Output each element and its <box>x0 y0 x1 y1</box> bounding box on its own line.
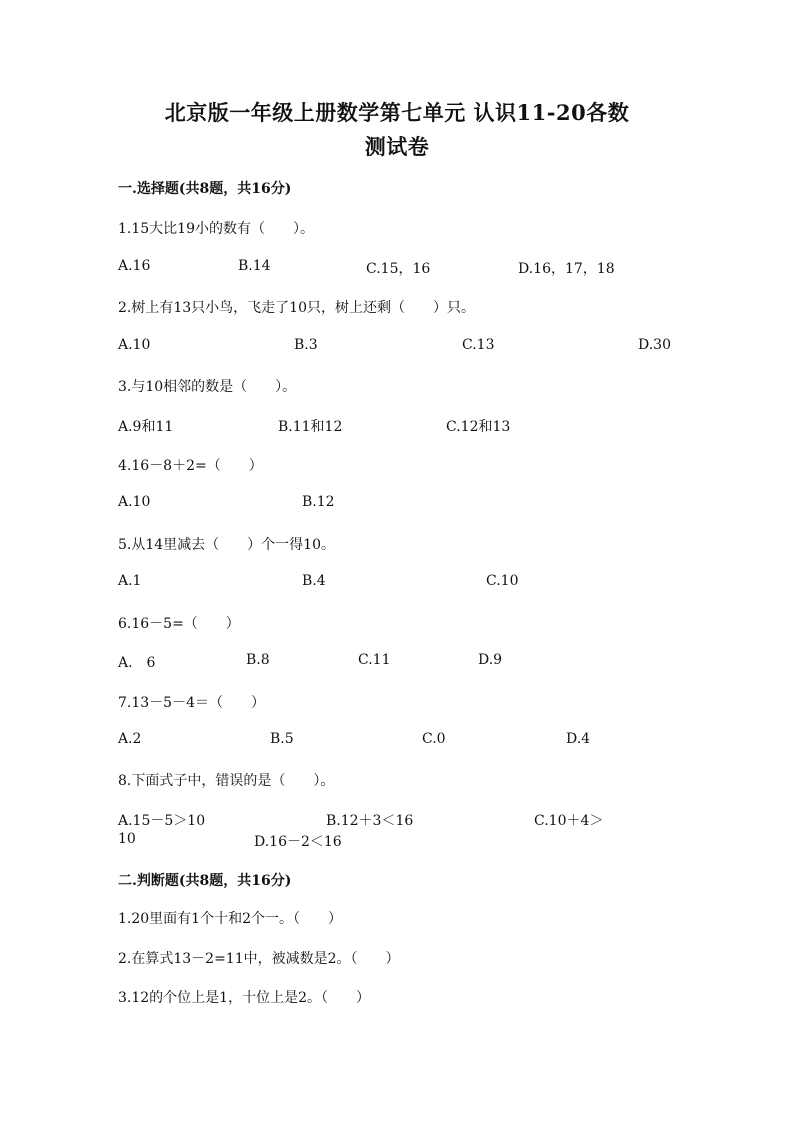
judgment-item: 1.20里面有1个十和2个一。（ ） <box>118 911 342 927</box>
question-stem: 1.15大比19小的数有（ ）。 <box>118 221 314 237</box>
option-a: A.15－5＞10 <box>118 813 206 829</box>
option-c: C.10 <box>486 573 519 589</box>
option-d: D.16，17，18 <box>518 261 615 277</box>
section-heading-judgment: 二.判断题(共8题，共16分) <box>118 873 292 889</box>
option-a: A.1 <box>118 573 142 589</box>
question-stem: 5.从14里减去（ ）个一得10。 <box>118 537 335 553</box>
question-stem: 8.下面式子中，错误的是（ ）。 <box>118 773 335 789</box>
section-heading-choice: 一.选择题(共8题，共16分) <box>118 181 292 197</box>
option-c: C.11 <box>358 652 391 668</box>
question-stem: 3.与10相邻的数是（ ）。 <box>118 379 297 395</box>
option-c: C.12和13 <box>446 419 511 435</box>
option-c-continued: 10 <box>118 831 136 847</box>
option-a: A. 6 <box>118 655 156 671</box>
option-b: B.3 <box>294 337 318 353</box>
option-d: D.4 <box>566 731 591 747</box>
option-b: B.12 <box>302 494 335 510</box>
option-a: A.10 <box>118 494 151 510</box>
option-a: A.9和11 <box>118 419 174 435</box>
option-b: B.5 <box>270 731 294 747</box>
question-stem: 4.16－8＋2=（ ） <box>118 458 263 474</box>
option-d: D.16－2＜16 <box>254 834 342 850</box>
option-c: C.13 <box>462 337 495 353</box>
option-a: A.2 <box>118 731 142 747</box>
option-b: B.14 <box>238 258 271 274</box>
document-title-line2: 测试卷 <box>364 134 430 159</box>
document-title: 北京版一年级上册数学第七单元 认识11-20各数 <box>164 100 630 125</box>
option-c: C.15，16 <box>366 261 431 277</box>
option-b: B.8 <box>246 652 270 668</box>
option-d: D.30 <box>638 337 671 353</box>
option-b: B.4 <box>302 573 326 589</box>
option-b: B.12＋3＜16 <box>326 813 414 829</box>
judgment-item: 3.12的个位上是1，十位上是2。（ ） <box>118 990 370 1006</box>
question-stem: 2.树上有13只小鸟，飞走了10只，树上还剩（ ）只。 <box>118 300 475 316</box>
option-a: A.16 <box>118 258 151 274</box>
option-a: A.10 <box>118 337 151 353</box>
question-stem: 6.16－5=（ ） <box>118 616 240 632</box>
judgment-item: 2.在算式13－2=11中，被减数是2。（ ） <box>118 951 400 967</box>
option-b: B.11和12 <box>278 419 343 435</box>
option-d: D.9 <box>478 652 503 668</box>
option-c: C.10＋4＞ <box>534 813 604 829</box>
option-c: C.0 <box>422 731 446 747</box>
question-stem: 7.13－5－4＝（ ） <box>118 695 265 711</box>
